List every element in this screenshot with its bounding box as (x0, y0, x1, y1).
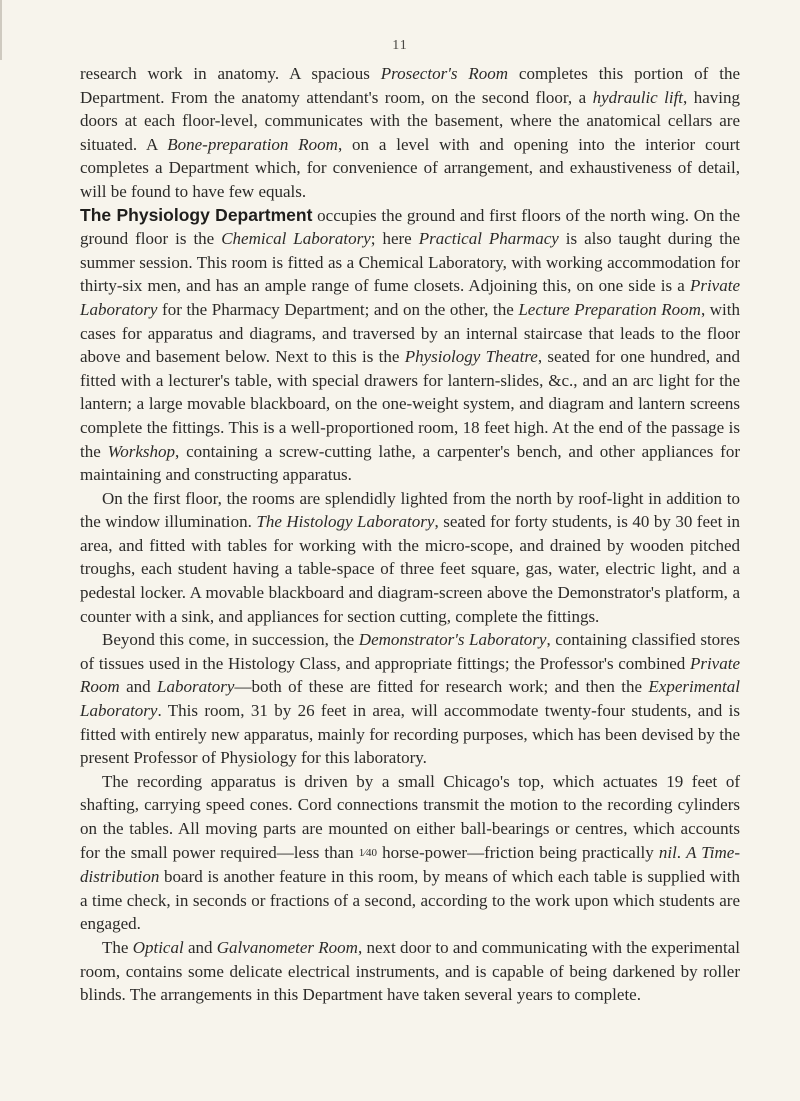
text-run: and (183, 937, 217, 957)
hydraulic-lift-term: hydraulic lift (592, 87, 684, 107)
body-text (80, 62, 740, 1007)
text-run: is also taught during the summer session. This room is fitted as a Chemical Laboratory, with working accommodation for thirty-six men, and has an ample range of fume closets. Adjoining this, on one side is a (80, 229, 740, 296)
fraction-one-fortieth: 1⁄40 (358, 846, 378, 859)
text-run: —both of these are fitted for research work; and then the (234, 677, 649, 697)
text-run: , seated for one hundred, and fitted with a lecturer's table, with special drawers for lantern-slides, &c., and an arc light for the lantern; a large movable blackboard, on the one-weight system, and diagram and lantern screens complete the fittings. This is a well-proportioned room, 18 feet high. At the end of the passage is the (80, 347, 740, 461)
text-run: , having doors at each floor-level, communicates with the basement, where the anatomical cellars are situated. A (80, 87, 740, 154)
paragraph-anatomy-end (80, 62, 740, 204)
nil-term: nil (658, 842, 677, 862)
text-run: horse-power—friction being practically (377, 842, 659, 862)
text-run: Beyond this come, in succession, the (102, 630, 359, 650)
text-run: On the first floor, the rooms are splendidly lighted from the north by roof-light in addition to the window illumination. (80, 488, 740, 532)
text-run: , containing classified stores of tissues used in the Histology Class, and appropriate fittings; the Professor's combined (80, 630, 740, 673)
text-run: research work in anatomy. A spacious (80, 64, 381, 83)
private-laboratory-term: Private Laboratory (80, 276, 740, 319)
text-run: . This room, 31 by 26 feet in area, will accommodate twenty-four students, and is fitted with entirely new apparatus, mainly for recording purposes, which has been devised by the present Professor of Physiology for this laboratory. (80, 701, 740, 768)
text-run: , next door to and communicating with the experimental room, contains some delicate electrical instruments, and is capable of being darkened by roller blinds. The arrangements in this Department have taken several years to complete. (80, 937, 741, 1005)
text-run: The recording apparatus is driven by a small Chicago's top, which actuates 19 feet of shafting, carrying speed cones. Cord connections transmit the motion to the recording cylinders on the tables. All moving parts are mounted on either ball-bearings or centres, which accounts for the small power required—less than (80, 771, 740, 862)
text-run: The (102, 937, 133, 957)
demonstrators-laboratory-term: Demonstrator's Laboratory (358, 630, 547, 650)
text-run: occupies the ground and first floors of the north wing. On the ground floor is the (80, 205, 741, 249)
paragraph-physiology-department (80, 204, 740, 487)
text-run: , on a level with and opening into the interior court completes a Department which, for convenience of arrangement, and exhaustiveness of detail, will be found to have few equals. (80, 134, 740, 201)
paragraph-laboratories (80, 628, 740, 770)
paragraph-optical-room (80, 936, 740, 1007)
text-run: for the Pharmacy Department; and on the other, the (157, 299, 519, 319)
text-run: board is another feature in this room, by means of which each table is supplied with a time check, in seconds or fractions of a second, according to the work upon which students are engaged. (80, 867, 740, 934)
text-run: , with cases for apparatus and diagrams, and traversed by an internal staircase that leads to the floor above and basement below. Next to this is the (80, 299, 740, 367)
text-run: . (676, 842, 687, 862)
paragraph-recording-apparatus (80, 770, 740, 936)
laboratory-term: Laboratory (157, 677, 235, 697)
text-run: completes this portion of the Department. From the anatomy attendant's room, on the second floor, a (80, 64, 741, 107)
time-distribution-term: A Time-distribution (80, 842, 740, 887)
practical-pharmacy-term: Practical Pharmacy (418, 229, 559, 249)
histology-laboratory-term: The Histology Laboratory (256, 512, 435, 532)
experimental-laboratory-term: Experimental Laboratory (80, 677, 740, 721)
physiology-theatre-term: Physiology Theatre (404, 347, 538, 367)
prosectors-room-term: Prosector's Room (380, 64, 509, 83)
text-run: ; here (370, 229, 419, 249)
text-run: , containing a screw-cutting lathe, a carpenter's bench, and other appliances for maintaining and constructing apparatus. (80, 441, 740, 485)
chemical-laboratory-term: Chemical Laboratory (221, 229, 371, 249)
lecture-preparation-room-term: Lecture Preparation Room (518, 299, 701, 319)
bone-preparation-room-term: Bone-preparation Room (167, 134, 338, 154)
page-number: 11 (392, 38, 408, 53)
section-heading-physiology: The Physiology Department (80, 204, 313, 225)
text-run: and (119, 677, 157, 697)
paragraph-first-floor (80, 487, 740, 629)
workshop-term: Workshop (107, 441, 176, 461)
private-room-term: Private Room (80, 653, 740, 697)
optical-term: Optical (132, 937, 184, 957)
text-run: , seated for forty students, is 40 by 30 feet in area, and fitted with tables for working with the micro-scope, and drained by wooden pitched troughs, each student having a table-space of three feet square, gas, water, electric light, and a pedestal locker. A movable blackboard and diagram-screen above the Demonstrator's platform, a counter with a sink, and appliances for section cutting, complete the fittings. (80, 512, 741, 626)
galvanometer-room-term: Galvanometer Room (216, 937, 358, 957)
